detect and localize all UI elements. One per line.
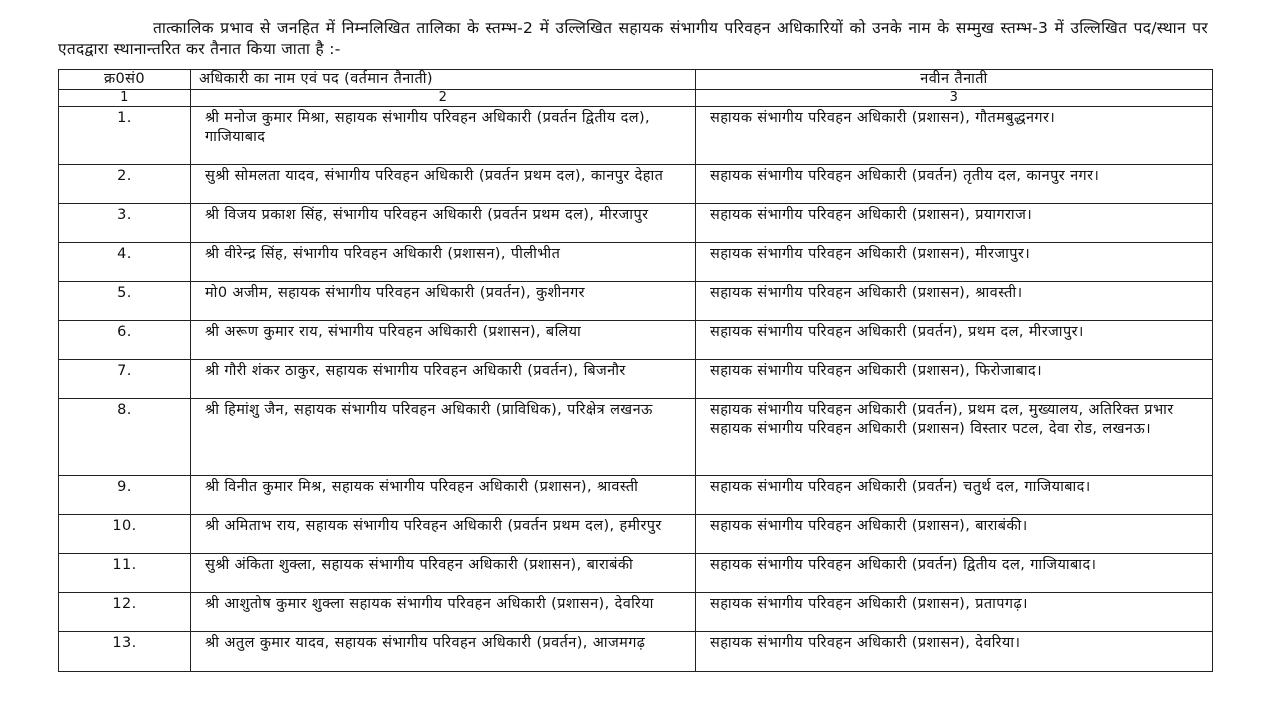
new-posting: सहायक संभागीय परिवहन अधिकारी (प्रशासन), बाराबंकी।	[696, 515, 1213, 554]
current-posting: श्री वीरेन्द्र सिंह, संभागीय परिवहन अधिकारी (प्रशासन), पीलीभीत	[191, 243, 696, 282]
new-posting: सहायक संभागीय परिवहन अधिकारी (प्रवर्तन), प्रथम दल, मुख्यालय, अतिरिक्त प्रभार सहायक संभागीय परिवहन अधिकारी (प्रशासन) विस्तार पटल, देवा रोड, लखनऊ।	[696, 399, 1213, 476]
table-row	[59, 243, 1213, 282]
new-posting: सहायक संभागीय परिवहन अधिकारी (प्रवर्तन), प्रथम दल, मीरजापुर।	[696, 321, 1213, 360]
new-posting: सहायक संभागीय परिवहन अधिकारी (प्रवर्तन) चतुर्थ दल, गाजियाबाद।	[696, 476, 1213, 515]
current-posting: श्री मनोज कुमार मिश्रा, सहायक संभागीय परिवहन अधिकारी (प्रवर्तन द्वितीय दल), गाजियाबाद	[191, 107, 696, 165]
current-posting: मो0 अजीम, सहायक संभागीय परिवहन अधिकारी (प्रवर्तन), कुशीनगर	[191, 282, 696, 321]
new-posting: सहायक संभागीय परिवहन अधिकारी (प्रशासन), प्रतापगढ़।	[696, 593, 1213, 632]
table-header-row	[59, 70, 1213, 90]
column-number-1: 1	[59, 90, 191, 107]
current-posting: सुश्री सोमलता यादव, संभागीय परिवहन अधिकारी (प्रवर्तन प्रथम दल), कानपुर देहात	[191, 165, 696, 204]
table-row	[59, 360, 1213, 399]
serial-number: 5.	[59, 282, 191, 321]
current-posting: श्री विनीत कुमार मिश्र, सहायक संभागीय परिवहन अधिकारी (प्रशासन), श्रावस्ती	[191, 476, 696, 515]
column-number-row	[59, 90, 1213, 107]
table-row	[59, 399, 1213, 476]
new-posting: सहायक संभागीय परिवहन अधिकारी (प्रवर्तन) द्वितीय दल, गाजियाबाद।	[696, 554, 1213, 593]
new-posting: सहायक संभागीय परिवहन अधिकारी (प्रशासन), मीरजापुर।	[696, 243, 1213, 282]
current-posting: श्री आशुतोष कुमार शुक्ला सहायक संभागीय परिवहन अधिकारी (प्रशासन), देवरिया	[191, 593, 696, 632]
new-posting: सहायक संभागीय परिवहन अधिकारी (प्रवर्तन) तृतीय दल, कानपुर नगर।	[696, 165, 1213, 204]
serial-number: 7.	[59, 360, 191, 399]
serial-number: 1.	[59, 107, 191, 165]
column-number-3: 3	[696, 90, 1213, 107]
serial-number: 8.	[59, 399, 191, 476]
current-posting: श्री अरूण कुमार राय, संभागीय परिवहन अधिकारी (प्रशासन), बलिया	[191, 321, 696, 360]
transfer-table	[58, 69, 1213, 672]
serial-number: 3.	[59, 204, 191, 243]
table-row	[59, 632, 1213, 672]
column-number-2: 2	[191, 90, 696, 107]
serial-number: 11.	[59, 554, 191, 593]
current-posting: श्री अमिताभ राय, सहायक संभागीय परिवहन अधिकारी (प्रवर्तन प्रथम दल), हमीरपुर	[191, 515, 696, 554]
table-row	[59, 515, 1213, 554]
current-posting: श्री अतुल कुमार यादव, सहायक संभागीय परिवहन अधिकारी (प्रवर्तन), आजमगढ़	[191, 632, 696, 672]
serial-number: 12.	[59, 593, 191, 632]
table-row	[59, 321, 1213, 360]
new-posting: सहायक संभागीय परिवहन अधिकारी (प्रशासन), फिरोजाबाद।	[696, 360, 1213, 399]
new-posting: सहायक संभागीय परिवहन अधिकारी (प्रशासन), प्रयागराज।	[696, 204, 1213, 243]
table-row	[59, 282, 1213, 321]
table-row	[59, 107, 1213, 165]
new-posting: सहायक संभागीय परिवहन अधिकारी (प्रशासन), देवरिया।	[696, 632, 1213, 672]
current-posting: सुश्री अंकिता शुक्ला, सहायक संभागीय परिवहन अधिकारी (प्रशासन), बाराबंकी	[191, 554, 696, 593]
serial-number: 2.	[59, 165, 191, 204]
table-row	[59, 476, 1213, 515]
serial-number: 10.	[59, 515, 191, 554]
current-posting: श्री हिमांशु जैन, सहायक संभागीय परिवहन अधिकारी (प्राविधिक), परिक्षेत्र लखनऊ	[191, 399, 696, 476]
current-posting: श्री विजय प्रकाश सिंह, संभागीय परिवहन अधिकारी (प्रवर्तन प्रथम दल), मीरजापुर	[191, 204, 696, 243]
new-posting: सहायक संभागीय परिवहन अधिकारी (प्रशासन), श्रावस्ती।	[696, 282, 1213, 321]
serial-number: 13.	[59, 632, 191, 672]
serial-number: 4.	[59, 243, 191, 282]
current-posting: श्री गौरी शंकर ठाकुर, सहायक संभागीय परिवहन अधिकारी (प्रवर्तन), बिजनौर	[191, 360, 696, 399]
new-posting: सहायक संभागीय परिवहन अधिकारी (प्रशासन), गौतमबुद्धनगर।	[696, 107, 1213, 165]
table-row	[59, 165, 1213, 204]
table-row	[59, 554, 1213, 593]
intro-paragraph: तात्कालिक प्रभाव से जनहित में निम्नलिखित तालिका के स्तम्भ-2 में उल्लिखित सहायक संभागीय परिवहन अधिकारियों को उनके नाम के सम्मुख स्तम्भ-3 में उल्लिखित पद/स्थान पर एतदद्वारा स्थानान्तरित कर तैनात किया जाता है :-	[58, 18, 1208, 58]
serial-number: 6.	[59, 321, 191, 360]
header-new-posting: नवीन तैनाती	[696, 70, 1213, 90]
table-row	[59, 204, 1213, 243]
header-current-posting: अधिकारी का नाम एवं पद (वर्तमान तैनाती)	[191, 70, 696, 90]
header-serial-number: क्र0सं0	[59, 70, 191, 90]
table-row	[59, 593, 1213, 632]
serial-number: 9.	[59, 476, 191, 515]
